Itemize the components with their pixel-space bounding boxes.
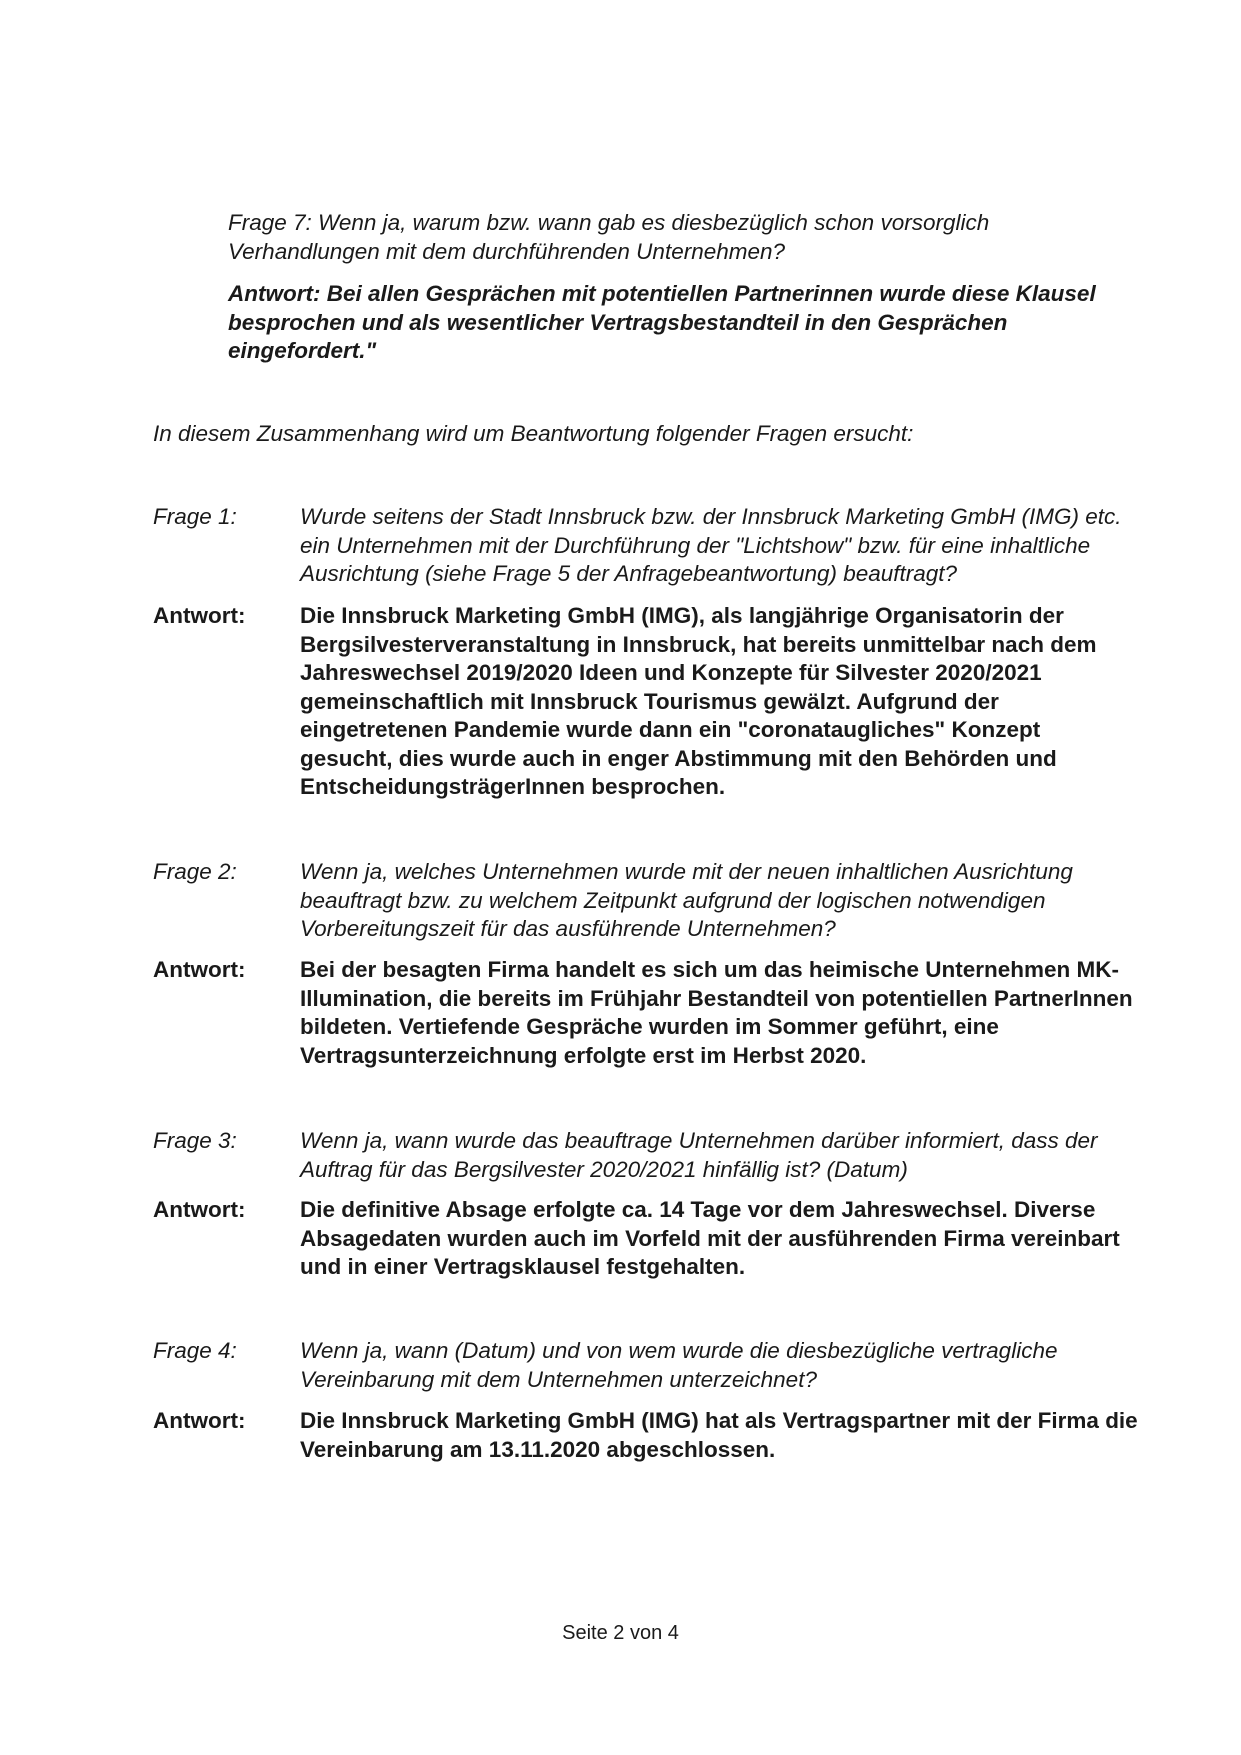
question-text: Wenn ja, welches Unternehmen wurde mit der neuen inhaltlichen Ausrichtung beauftragt bzw. zu welchem Zeitpunkt aufgrund der logischen notwendigen Vorbereitungszeit für das ausführende Unternehmen? [300, 859, 1073, 941]
question-label: Frage 4: [153, 1338, 237, 1363]
answer-label: Antwort: [153, 957, 246, 982]
question-text: Wenn ja, wann wurde das beauftrage Unternehmen darüber informiert, dass der Auftrag für das Bergsilvester 2020/2021 hinfällig ist? (Datum) [300, 1128, 1098, 1182]
question-text: Wurde seitens der Stadt Innsbruck bzw. der Innsbruck Marketing GmbH (IMG) etc. ein Unternehmen mit der Durchführung der "Lichtshow" bzw. für eine inhaltliche Ausrichtung (siehe Frage 5 der Anfragebeantwortung) beauftragt? [300, 504, 1122, 586]
question-label: Frage 1: [153, 504, 237, 529]
intro-text: In diesem Zusammenhang wird um Beantwortung folgender Fragen ersucht: [153, 421, 914, 446]
question-label: Frage 2: [153, 859, 237, 884]
answer-text: Die Innsbruck Marketing GmbH (IMG) hat als Vertragspartner mit der Firma die Vereinbarung am 13.11.2020 abgeschlossen. [300, 1408, 1138, 1462]
answer-text: Die Innsbruck Marketing GmbH (IMG), als langjährige Organisatorin der Bergsilvesterveranstaltung in Innsbruck, hat bereits unmittelbar nach dem Jahreswechsel 2019/2020 Ideen und Konzepte für Silvester 2020/2021 gemeinschaftlich mit Innsbruck Tourismus gewälzt. Aufgrund der eingetretenen Pandemie wurde dann ein "coronataugliches" Konzept gesucht, dies wurde auch in enger Abstimmung mit den Behörden und EntscheidungsträgerInnen besprochen. [300, 603, 1097, 799]
question-label: Frage 3: [153, 1128, 237, 1153]
answer-label: Antwort: [153, 1197, 246, 1222]
answer-label: Antwort: [153, 1408, 246, 1433]
answer-label: Antwort: [153, 603, 246, 628]
page-number: Seite 2 von 4 [562, 1622, 679, 1644]
answer-text: Bei der besagten Firma handelt es sich um das heimische Unternehmen MK-Illumination, die bereits im Frühjahr Bestandteil von potentiellen PartnerInnen bildeten. Vertiefende Gespräche wurden im Sommer geführt, eine Vertragsunterzeichnung erfolgte erst im Herbst 2020. [300, 957, 1133, 1068]
answer-7-text: Antwort: Bei allen Gesprächen mit potentiellen Partnerinnen wurde diese Klausel besprochen und als wesentlicher Vertragsbestandteil in den Gesprächen eingefordert." [228, 281, 1096, 363]
answer-text: Die definitive Absage erfolgte ca. 14 Tage vor dem Jahreswechsel. Diverse Absagedaten wurden auch im Vorfeld mit der ausführenden Firma vereinbart und in einer Vertragsklausel festgehalten. [300, 1197, 1120, 1279]
question-text: Wenn ja, wann (Datum) und von wem wurde die diesbezügliche vertragliche Vereinbarung mit dem Unternehmen unterzeichnet? [300, 1338, 1058, 1392]
question-7-text: Frage 7: Wenn ja, warum bzw. wann gab es diesbezüglich schon vorsorglich Verhandlungen mit dem durchführenden Unternehmen? [228, 210, 990, 264]
